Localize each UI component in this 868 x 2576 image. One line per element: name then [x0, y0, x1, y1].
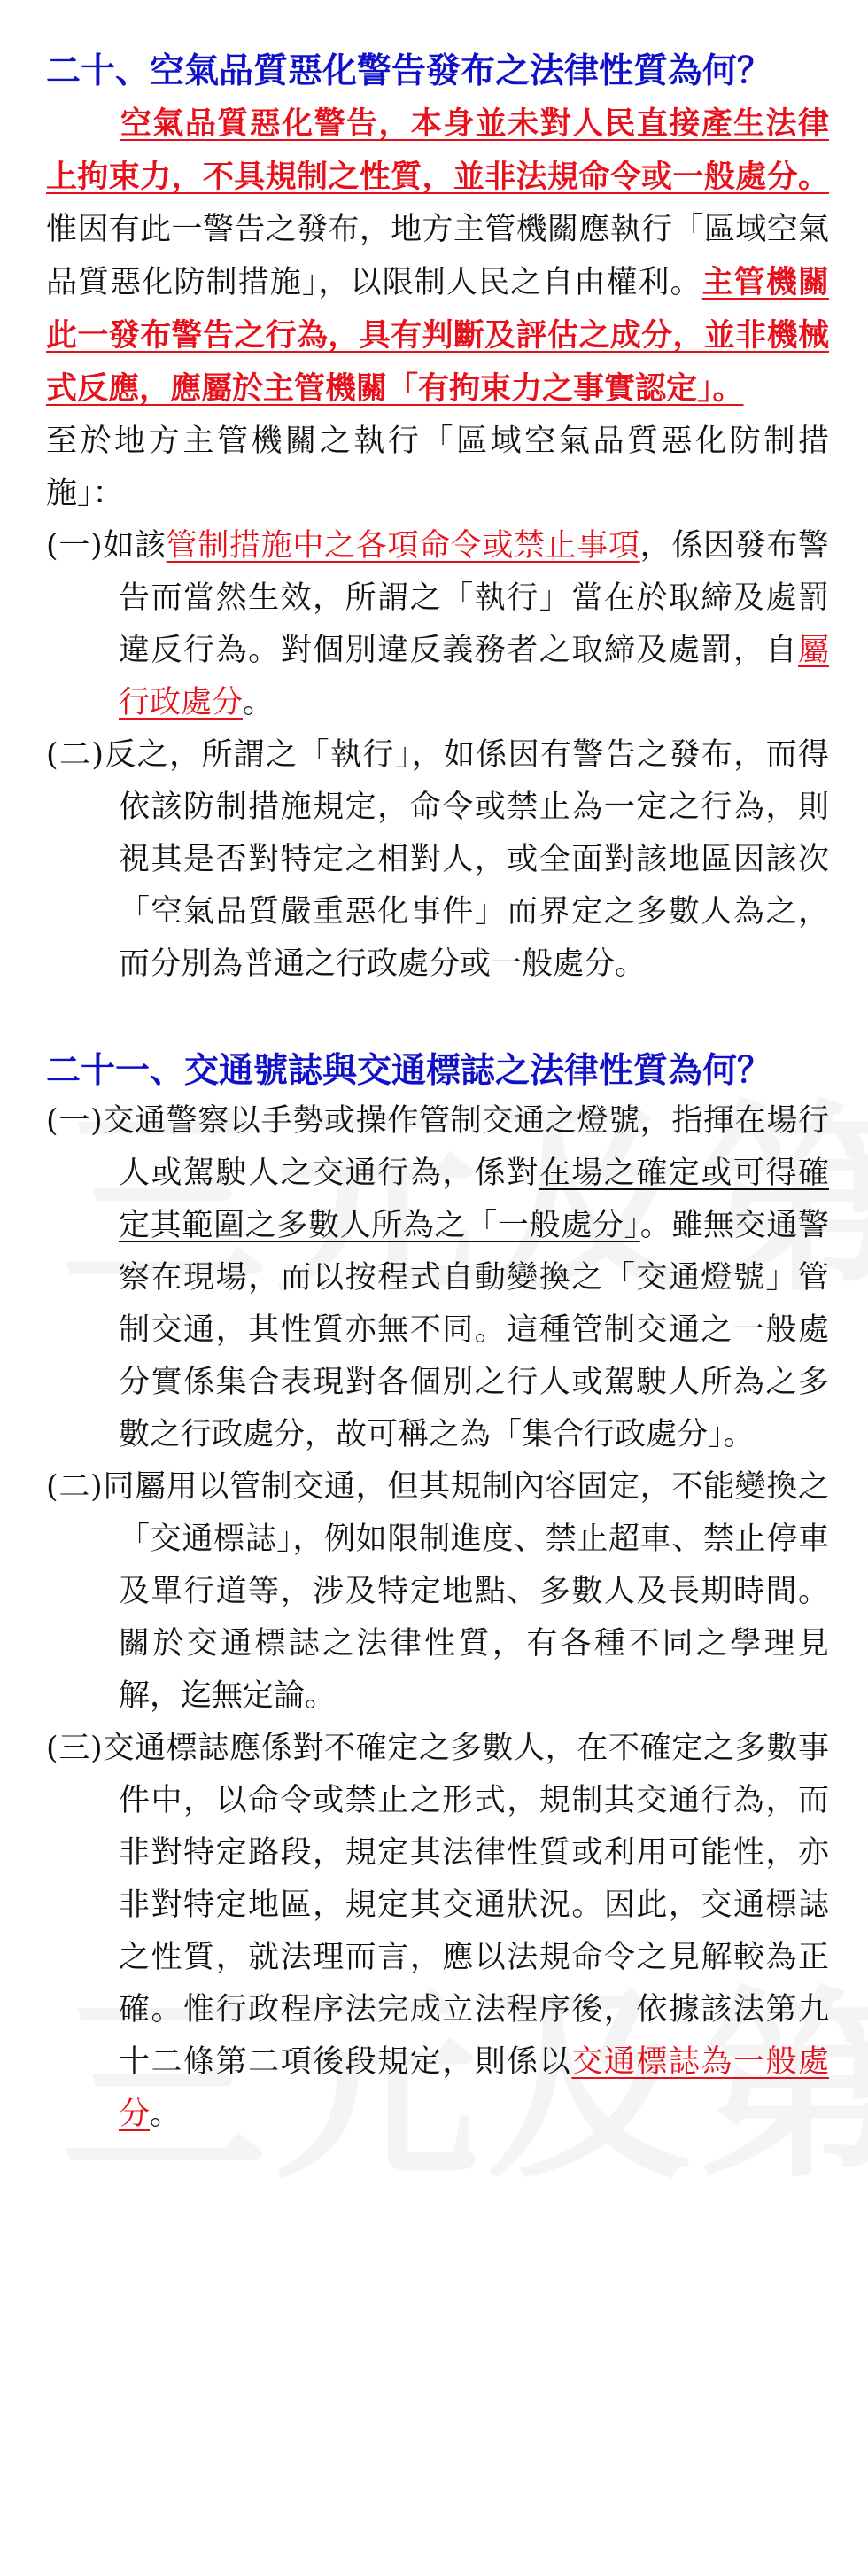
body-text: 。: [243, 685, 275, 720]
section-21-item-2: [46, 1461, 829, 1723]
body-text: 交通警察以手勢或操作管制交通之燈號，指揮在場行人或駕駛人之交通行為，係對: [102, 1103, 829, 1191]
section-20-intro: [46, 97, 829, 416]
body-text: 。: [150, 2097, 182, 2132]
section-20-item-1: [46, 520, 829, 729]
highlight-text: 屬行政處分: [119, 633, 829, 720]
item-number: (二): [46, 1469, 103, 1505]
item-number: (二): [46, 737, 105, 773]
highlight-text: 管制措施中之各項命令或禁止事項: [166, 528, 640, 564]
body-text: 同屬用以管制交通，但其規制內容固定，不能變換之「交通標誌」，例如限制進度、禁止超車、禁止停車及單行道等，涉及特定地點、多數人及長期時間。關於交通標誌之法律性質，有各種不同之學理見解，迄無定論。: [102, 1469, 829, 1714]
body-text: 交通標誌應係對不確定之多數人，在不確定之多數事件中，以命令或禁止之形式，規制其交通行為，而非對特定路段，規定其法律性質或利用可能性，亦非對特定地區，規定其交通狀況。因此，交通標誌之性質，就法理而言，應以法規命令之見解較為正確。惟行政程序法完成立法程序後，依據該法第九十二條第二項後段規定，則係以: [102, 1731, 829, 2080]
section-21-item-1: [46, 1095, 829, 1461]
section-20-item-2: [46, 729, 829, 991]
highlight-text: 空氣品質惡化警告，本身並未對人民直接產生法律上拘束力，不具規制之性質，並非法規命令或一般處分。: [46, 105, 829, 195]
highlight-text: 交通標誌為一般處分: [119, 2044, 829, 2132]
section-20-lead: 至於地方主管機關之執行「區域空氣品質惡化防制措施」：: [46, 424, 829, 511]
section-20-title: 二十、空氣品質惡化警告發布之法律性質為何？: [46, 51, 772, 91]
body-text: ，係因發布警告而當然生效，所謂之「執行」當在於取締及處罰違反行為。對個別違反義務者之取締及處罰，自: [119, 528, 829, 668]
body-text: 如該: [102, 528, 167, 564]
body-text: 惟因有此一警告之發布，地方主管機關應執行「區域空氣品質惡化防制措施」，以限制人民之自由權利。: [46, 212, 829, 300]
item-number: (三): [46, 1731, 103, 1766]
underlined-text: 在場之確定或可得確定其範圍之多數人所為之「一般處分」: [119, 1156, 829, 1243]
section-21-item-3: [46, 1723, 829, 2141]
body-text: 。雖無交通警察在現場，而以按程式自動變換之「交通燈號」管制交通，其性質亦無不同。這種管制交通之一般處分實係集合表現對各個別之行人或駕駛人所為之多數之行政處分，故可稱之為「集合行政處分」。: [119, 1208, 829, 1452]
item-number: (一): [46, 528, 103, 564]
highlight-text: 主管機關此一發布警告之行為，具有判斷及評估之成分，並非機械式反應，應屬於主管機關「有拘束力之事實認定」。: [46, 264, 829, 407]
item-number: (一): [46, 1103, 103, 1139]
body-text: 反之，所謂之「執行」，如係因有警告之發布，而得依該防制措施規定，命令或禁止為一定之行為，則視其是否對特定之相對人，或全面對該地區因該次「空氣品質嚴重惡化事件」而界定之多數人為之，而分別為普通之行政處分或一般處分。: [104, 737, 829, 982]
section-21-title: 二十一、交通號誌與交通標誌之法律性質為何？: [46, 1050, 772, 1091]
